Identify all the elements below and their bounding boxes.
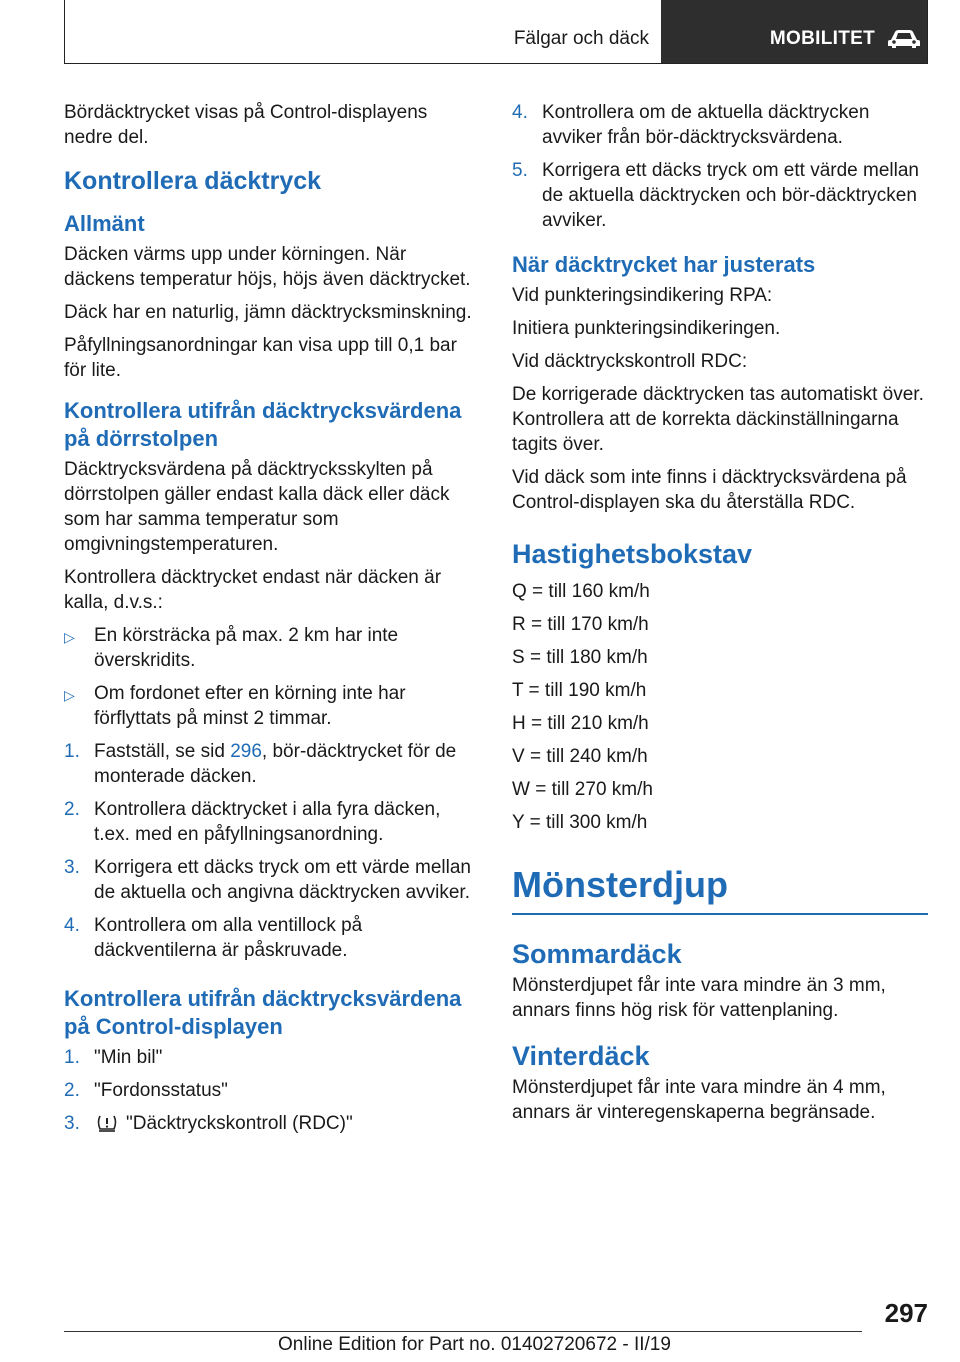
heading-speed-rating: Hastighetsbokstav [512, 539, 753, 569]
step-item: 1. "Min bil" [64, 1047, 163, 1068]
step-item: 1. Fastställ, se sid 296, bör-däcktrycket för de monterade däcken. [64, 741, 457, 787]
right-column [512, 100, 928, 1133]
step-item: 2. Kontrollera däcktrycket i alla fyra däcken, t.ex. med en påfyllningsanordning. [64, 799, 441, 845]
footer-divider [64, 1331, 862, 1332]
tire-pressure-warning-icon [96, 1113, 118, 1133]
heading-tread-depth: Mönsterdjup [512, 863, 928, 915]
step-number: 1. [64, 1047, 80, 1068]
paragraph: Däck har en naturlig, jämn däcktrycksminskning. [64, 302, 472, 323]
speed-rating: V = till 240 km/h [512, 746, 648, 767]
chapter-title: MOBILITET [769, 27, 875, 49]
heading-control-display: Kontrollera utifrån däcktrycksvärdena på Control-displayen [64, 986, 462, 1039]
step-item: 3. "Däcktryckskontroll (RDC)" [64, 1113, 353, 1134]
speed-rating: Y = till 300 km/h [512, 812, 648, 833]
page-number: 297 [884, 1298, 928, 1328]
paragraph: De korrigerade däcktrycken tas automatiskt över. Kontrollera att de korrekta däckinställningarna tagits över. [512, 384, 924, 455]
heading-check-pressure: Kontrollera däcktryck [64, 167, 322, 195]
speed-rating: T = till 190 km/h [512, 680, 647, 701]
step-number: 3. [64, 1113, 80, 1134]
section-title: Fälgar och däck [513, 28, 649, 49]
speed-rating: H = till 210 km/h [512, 713, 649, 734]
intro-text: Bördäcktrycket visas på Control-displayens nedre del. [64, 102, 428, 148]
step-item: 3. Korrigera ett däcks tryck om ett värde mellan de aktuella och angivna däcktrycken avviker. [64, 857, 471, 903]
paragraph: Kontrollera däcktrycket endast när däcken är kalla, d.v.s.: [64, 567, 442, 613]
step-number: 2. [64, 799, 80, 820]
list-item: ▷ Om fordonet efter en körning inte har förflyttats på minst 2 timmar. [64, 683, 406, 729]
heading-after-adjustment: När däcktrycket har justerats [512, 252, 816, 277]
step-number: 1. [64, 741, 80, 762]
speed-rating: R = till 170 km/h [512, 614, 649, 635]
step-item: 4. Kontrollera om de aktuella däcktrycken avviker från bör-däcktrycksvärdena. [512, 102, 870, 148]
list-item: ▷ En körsträcka på max. 2 km har inte överskridits. [64, 625, 399, 671]
paragraph: Däcken värms upp under körningen. När däckens temperatur höjs, höjs även däcktrycket. [64, 244, 471, 290]
paragraph: Mönsterdjupet får inte vara mindre än 3 mm, annars finns hög risk för vattenplaning. [512, 975, 886, 1021]
page-header [64, 0, 928, 64]
car-icon [887, 28, 921, 50]
left-column [64, 100, 478, 1144]
step-item: 2. "Fordonsstatus" [64, 1080, 228, 1101]
speed-rating: S = till 180 km/h [512, 647, 648, 668]
speed-rating: Q = till 160 km/h [512, 581, 650, 602]
paragraph: Vid punkteringsindikering RPA: [512, 285, 773, 306]
triangle-bullet-icon: ▷ [64, 629, 75, 645]
step-item: 4. Kontrollera om alla ventillock på däckventilerna är påskruvade. [64, 915, 363, 961]
page-reference-link[interactable]: 296 [230, 741, 262, 762]
step-number: 4. [512, 102, 528, 123]
paragraph: Initiera punkteringsindikeringen. [512, 318, 781, 339]
paragraph: Vid däcktryckskontroll RDC: [512, 351, 748, 372]
step-number: 2. [64, 1080, 80, 1101]
step-number: 3. [64, 857, 80, 878]
step-item: 5. Korrigera ett däcks tryck om ett värde mellan de aktuella däcktrycken och bör-däcktrycken avviker. [512, 160, 919, 231]
speed-rating: W = till 270 km/h [512, 779, 653, 800]
paragraph: Påfyllningsanordningar kan visa upp till 0,1 bar för lite. [64, 335, 457, 381]
step-number: 4. [64, 915, 80, 936]
paragraph: Däcktrycksvärdena på däcktrycksskylten på dörrstolpen gäller endast kalla däck eller däck som har samma temperatur som omgivningstemperaturen. [64, 459, 450, 555]
heading-general: Allmänt [64, 211, 145, 236]
heading-door-pillar: Kontrollera utifrån däcktrycksvärdena på dörrstolpen [64, 398, 462, 451]
paragraph: Mönsterdjupet får inte vara mindre än 4 mm, annars är vinteregenskaperna begränsade. [512, 1077, 886, 1123]
chapter-tab [661, 0, 927, 63]
heading-winter-tires: Vinterdäck [512, 1041, 650, 1071]
heading-summer-tires: Sommardäck [512, 939, 682, 969]
step-number: 5. [512, 160, 528, 181]
paragraph: Vid däck som inte finns i däcktrycksvärdena på Control-displayen ska du återställa RDC. [512, 467, 907, 513]
footer-edition: Online Edition for Part no. 01402720672 - II/19 [278, 1334, 671, 1355]
triangle-bullet-icon: ▷ [64, 687, 75, 703]
